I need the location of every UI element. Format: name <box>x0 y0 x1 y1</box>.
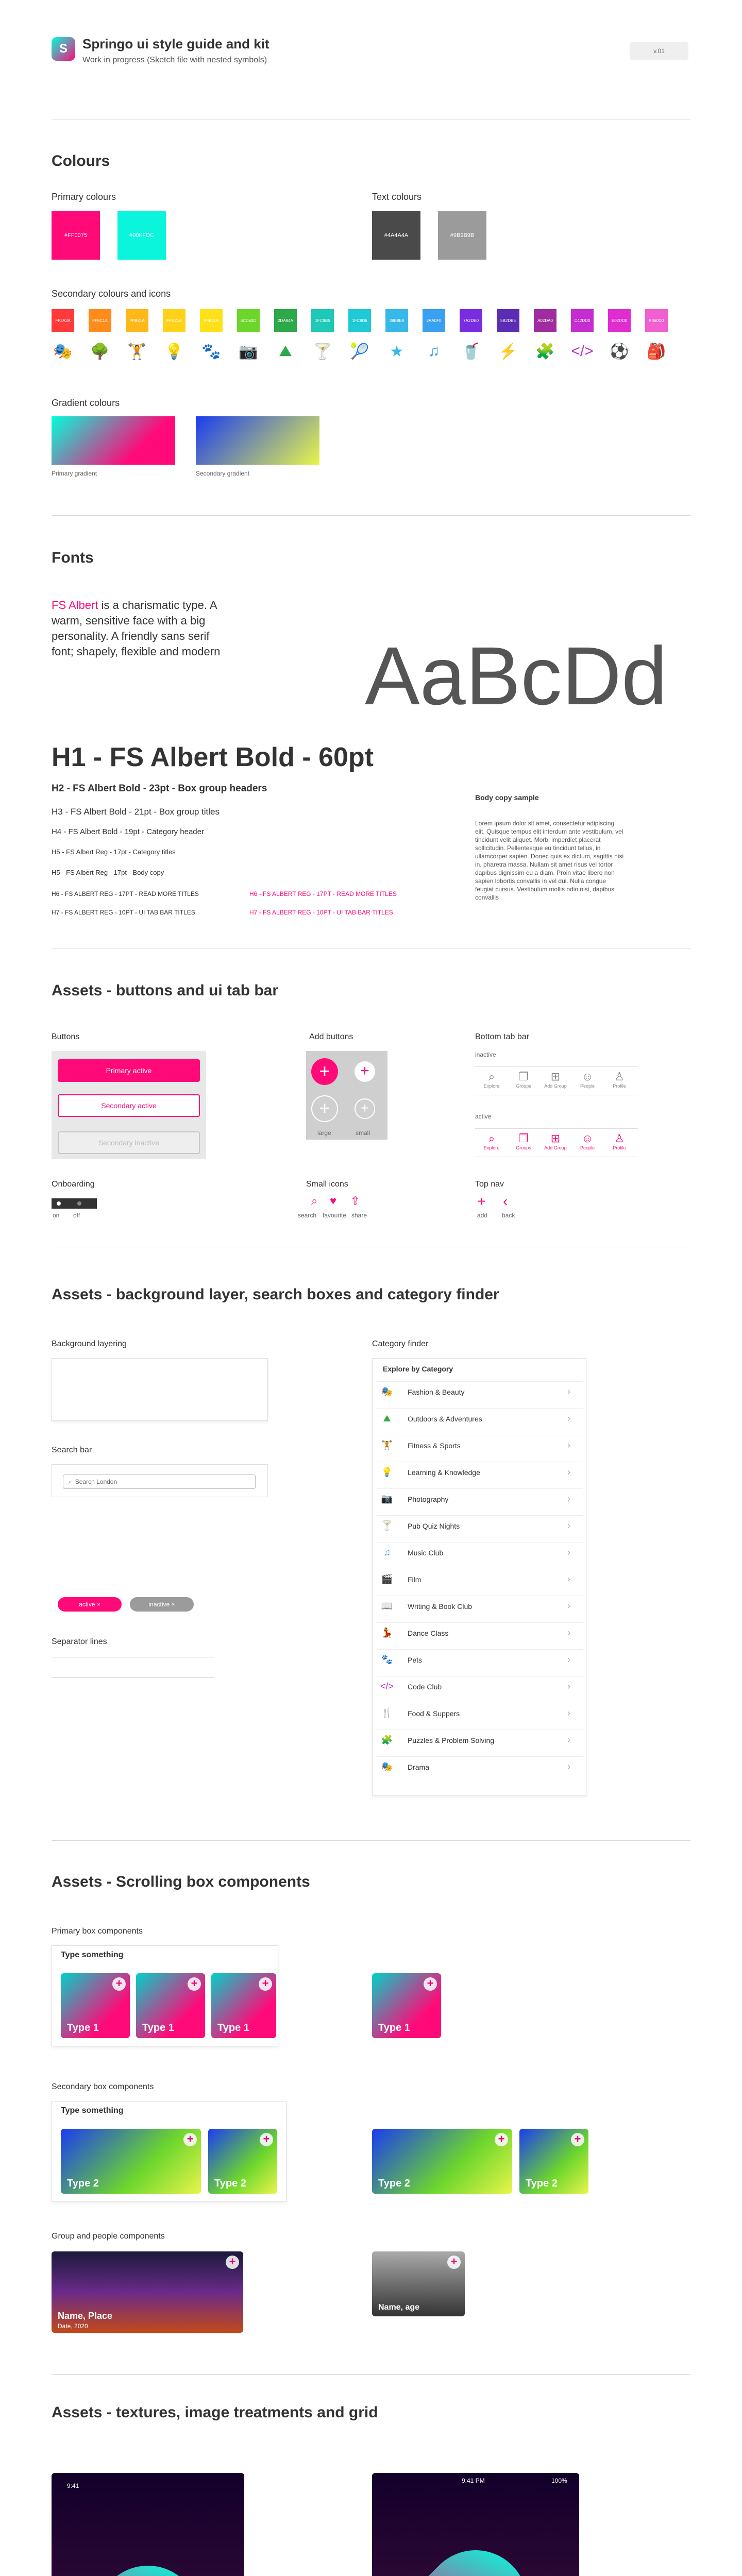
font-name: FS Albert <box>52 599 98 612</box>
secondary-gradient-label: Secondary gradient <box>196 470 250 477</box>
add-large-inactive-icon[interactable]: + <box>311 1095 338 1122</box>
search-input[interactable] <box>63 1475 256 1489</box>
add-icon[interactable]: + <box>112 1977 126 1991</box>
secondary-swatch: FF8C1A <box>89 309 111 332</box>
primary-box-title: Type something <box>61 1951 124 1959</box>
chevron-right-icon: › <box>567 1735 570 1745</box>
add-icon[interactable]: + <box>188 1977 201 1991</box>
type2-tile-wide[interactable]: + Type 2 <box>372 2129 512 2194</box>
text-colours-label: Text colours <box>372 192 422 202</box>
font-intro-text: is a charismatic type. A warm, sensitive face with a big personality. A friendly sans serif font; shapely, flexible and modern <box>52 599 221 658</box>
primary-active-button[interactable]: Primary active <box>58 1059 200 1082</box>
h5-sample-b: H5 - FS Albert Reg - 17pt - Body copy <box>52 869 164 876</box>
secondary-swatch: 1FC9B5 <box>311 309 334 332</box>
category-label: Fitness & Sports <box>408 1441 461 1450</box>
chevron-right-icon: › <box>567 1708 570 1718</box>
tab-profile-active[interactable]: ♙ Profile <box>604 1132 635 1150</box>
secondary-swatch: 1FC9D6 <box>348 309 371 332</box>
tab-explore-active[interactable]: ⌕ Explore <box>476 1132 507 1150</box>
bg-layering-label: Background layering <box>52 1340 127 1348</box>
add-small-active-icon[interactable]: + <box>355 1061 375 1082</box>
iphone-x-mockup <box>52 2473 244 2576</box>
tab-people-active[interactable]: ☺ People <box>572 1132 603 1150</box>
secondary-swatch: 7A2DE0 <box>460 309 482 332</box>
tab-inactive-label: inactive <box>475 1051 496 1058</box>
chevron-right-icon: › <box>567 1494 570 1504</box>
secondary-swatch: 2DA84A <box>274 309 297 332</box>
primary-gradient-swatch <box>52 416 175 465</box>
category-header: Explore by Category <box>383 1365 453 1373</box>
tab-people[interactable]: ☺ People <box>572 1070 603 1089</box>
groups-icon: ❐ <box>518 1070 529 1083</box>
profile-icon: ♙ <box>614 1070 625 1083</box>
tab-add-group-active[interactable]: ⊞ Add Group <box>540 1132 571 1150</box>
category-row[interactable] <box>377 1596 583 1616</box>
status-time: 9:41 PM <box>462 2477 485 2484</box>
category-icon: 🎭 <box>53 343 73 360</box>
text-swatch-grey: #9B9B9B <box>438 211 486 260</box>
category-row[interactable] <box>377 1730 583 1750</box>
category-row[interactable] <box>377 1622 583 1643</box>
add-large-label: large <box>317 1129 331 1137</box>
secondary-swatch: 6CD62D <box>237 309 260 332</box>
secondary-swatch: A02DA0 <box>534 309 556 332</box>
separator-line-2 <box>52 1677 214 1678</box>
secondary-swatch: FF3A3A <box>52 309 74 332</box>
category-icon: ⛰ <box>279 343 292 360</box>
h3-sample: H3 - FS Albert Bold - 21pt - Box group titles <box>52 807 220 817</box>
assets-buttons-title: Assets - buttons and ui tab bar <box>52 982 279 999</box>
people-icon: ☺ <box>581 1132 594 1145</box>
group-date: Date, 2020 <box>58 2323 88 2330</box>
add-buttons-label: Add buttons <box>309 1032 353 1041</box>
chevron-right-icon: › <box>567 1440 570 1450</box>
profile-icon: ♙ <box>614 1132 625 1145</box>
category-icon: 🍴 <box>381 1708 393 1718</box>
chevron-right-icon: › <box>567 1413 570 1423</box>
primary-gradient-label: Primary gradient <box>52 470 97 477</box>
category-icon: 🐾 <box>381 1654 393 1665</box>
secondary-swatch: 5B2DB5 <box>497 309 519 332</box>
category-icon: ⚽ <box>610 343 629 360</box>
category-icon: 💡 <box>381 1467 393 1477</box>
search-bar-label: Search bar <box>52 1446 92 1454</box>
category-label: Drama <box>408 1762 430 1771</box>
tab-profile[interactable]: ♙ Profile <box>604 1070 635 1089</box>
category-label: Pets <box>408 1655 423 1664</box>
add-icon[interactable]: + <box>183 2133 197 2146</box>
category-row[interactable] <box>377 1408 583 1429</box>
group-name: Name, Place <box>58 2311 113 2321</box>
add-icon[interactable]: + <box>495 2133 508 2146</box>
secondary-swatch: C42DD0 <box>571 309 594 332</box>
text-swatch-dark: #4A4A4A <box>372 211 420 260</box>
page-title: Springo ui style guide and kit <box>82 36 269 52</box>
category-row[interactable] <box>377 1488 583 1509</box>
add-small-label: small <box>356 1129 370 1137</box>
onboarding-dot-on <box>57 1201 61 1206</box>
h5-sample-a: H5 - FS Albert Reg - 17pt - Category titles <box>52 848 176 856</box>
search-placeholder: Search London <box>75 1478 117 1485</box>
category-row[interactable] <box>377 1569 583 1589</box>
add-small-inactive-icon[interactable]: + <box>355 1098 375 1119</box>
gradient-colours-label: Gradient colours <box>52 398 120 408</box>
pill-inactive[interactable]: inactive × <box>130 1597 194 1612</box>
category-icon: 🏋 <box>381 1440 393 1450</box>
category-icon: 💡 <box>164 343 184 360</box>
category-label: Puzzles & Problem Solving <box>408 1736 495 1744</box>
top-nav-add-label: add <box>477 1212 488 1219</box>
category-label: Photography <box>408 1495 449 1503</box>
category-icon: ♫ <box>383 1547 391 1557</box>
category-icon: 🧩 <box>381 1735 393 1745</box>
assets-textures-title: Assets - textures, image treatments and grid <box>52 2404 378 2421</box>
search-small-icon[interactable]: ⌕ <box>311 1194 318 1207</box>
category-icon: 🥤 <box>461 343 481 360</box>
primary-colours-label: Primary colours <box>52 192 116 202</box>
chevron-right-icon: › <box>567 1601 570 1611</box>
status-time: 9:41 <box>67 2482 79 2489</box>
body-copy-text: Lorem ipsum dolor sit amet, consectetur adipiscing elit. Quisque tempus elit interdum ante vestibulum, vel tincidunt velit aliquet. Morbi imperdiet placerat sollicitudin. Pellentesque eu tincidunt tellus, in ullamcorper sapien. Donec quis ex dictum, sagittis nisi in, pharetra massa. Nullam sit amet risus vel tortor dapibus dignissim eu a diam. Proin vitae libero non sapien lobortis convallis in vel dui. Nulla congue feugiat cursus. Vestibulum mollis odio nisi, dapibus convallis <box>475 820 624 901</box>
share-icon[interactable]: ⇪ <box>350 1194 360 1207</box>
secondary-swatch: 3AA0F0 <box>423 309 445 332</box>
type1-tile[interactable]: + Type 1 <box>211 1973 276 2038</box>
chevron-right-icon: › <box>567 1574 570 1584</box>
secondary-swatch: FFE11A <box>200 309 223 332</box>
category-finder-label: Category finder <box>372 1340 429 1348</box>
add-icon[interactable]: + <box>571 2133 584 2146</box>
category-icon: 🐾 <box>201 343 221 360</box>
divider <box>52 515 690 516</box>
category-icon: 🎭 <box>381 1386 393 1397</box>
secondary-box-label: Secondary box components <box>52 2082 154 2091</box>
people-icon: ☺ <box>581 1070 594 1083</box>
tab-add-group[interactable]: ⊞ Add Group <box>540 1070 571 1089</box>
top-nav-back-label: back <box>502 1212 515 1219</box>
primary-swatch-teal: #00FFDC <box>117 211 166 260</box>
type1-tile[interactable]: + Type 1 <box>61 1973 130 2038</box>
tab-active-label: active <box>475 1113 492 1120</box>
category-icon: 🏋 <box>127 343 147 360</box>
chevron-right-icon: › <box>567 1628 570 1638</box>
font-intro <box>52 598 222 659</box>
secondary-gradient-swatch <box>196 416 319 465</box>
divider <box>52 2374 690 2375</box>
chevron-right-icon: › <box>567 1547 570 1557</box>
status-battery: 100% <box>551 2477 567 2484</box>
tab-bar-inactive <box>475 1066 638 1095</box>
category-row[interactable] <box>377 1756 583 1777</box>
secondary-swatch: 38B8E8 <box>385 309 408 332</box>
chevron-right-icon: › <box>567 1681 570 1691</box>
tab-bar-active <box>475 1128 638 1157</box>
add-icon: ⊞ <box>550 1070 561 1083</box>
category-label: Music Club <box>408 1548 444 1557</box>
top-nav-label: Top nav <box>475 1180 504 1189</box>
secondary-swatch: FFB81A <box>126 309 148 332</box>
secondary-swatch: E02DD0 <box>608 309 631 332</box>
bg-layer-card <box>52 1358 268 1421</box>
add-icon[interactable]: + <box>447 2256 461 2269</box>
category-row[interactable] <box>377 1542 583 1563</box>
secondary-active-button[interactable]: Secondary active <box>58 1094 200 1117</box>
category-label: Learning & Knowledge <box>408 1468 480 1477</box>
category-icon: ⛰ <box>383 1413 391 1423</box>
category-label: Fashion & Beauty <box>408 1387 465 1396</box>
category-label: Pub Quiz Nights <box>408 1521 460 1530</box>
assets-scroll-title: Assets - Scrolling box components <box>52 1873 310 1890</box>
page-subtitle: Work in progress (Sketch file with nested symbols) <box>82 56 267 64</box>
category-label: Code Club <box>408 1682 442 1691</box>
h4-sample: H4 - FS Albert Bold - 19pt - Category header <box>52 827 204 836</box>
small-icon-share-label: share <box>351 1212 367 1219</box>
person-tile[interactable] <box>372 2251 465 2316</box>
search-icon: ⌕ <box>69 1478 72 1485</box>
small-icon-favourite-label: favourite <box>323 1212 347 1219</box>
category-row[interactable] <box>377 1381 583 1402</box>
onboarding-dot-off <box>77 1201 81 1206</box>
group-people-label: Group and people components <box>52 2232 165 2241</box>
add-icon: ⊞ <box>550 1132 561 1145</box>
category-row[interactable] <box>377 1703 583 1723</box>
chevron-right-icon: › <box>567 1386 570 1397</box>
category-row[interactable] <box>377 1462 583 1482</box>
category-row[interactable] <box>377 1649 583 1670</box>
colours-title: Colours <box>52 152 110 170</box>
heart-graphic <box>75 2545 221 2576</box>
h6-sample-pink: H6 - FS ALBERT REG - 17PT - READ MORE TITLES <box>249 890 397 897</box>
person-name: Name, age <box>378 2303 420 2312</box>
category-finder <box>372 1358 586 1796</box>
add-icon[interactable]: + <box>424 1977 437 1991</box>
category-icon: 🍸 <box>313 343 332 360</box>
category-label: Food & Suppers <box>408 1709 460 1718</box>
tab-groups-active[interactable]: ❐ Groups <box>508 1132 539 1150</box>
search-icon: ⌕ <box>488 1070 495 1083</box>
chevron-right-icon: › <box>567 1520 570 1531</box>
add-icon[interactable]: + <box>226 2256 239 2269</box>
tab-explore[interactable]: ⌕ Explore <box>476 1070 507 1089</box>
add-icon[interactable]: + <box>259 1977 272 1991</box>
category-icon: 🍸 <box>381 1520 393 1531</box>
primary-swatch-pink: #FF0075 <box>52 211 100 260</box>
category-icon: 📷 <box>239 343 258 360</box>
h6-sample: H6 - FS ALBERT REG - 17PT - READ MORE TITLES <box>52 890 199 897</box>
iphone-8-mockup <box>372 2473 579 2576</box>
back-icon[interactable]: ‹ <box>503 1193 508 1209</box>
category-icon: 🧩 <box>535 343 555 360</box>
secondary-swatch: FFD21A <box>163 309 185 332</box>
category-label: Outdoors & Adventures <box>408 1414 482 1423</box>
type2-tile[interactable]: + Type 2 <box>208 2129 277 2194</box>
heart-graphic <box>403 2529 549 2576</box>
divider <box>52 1840 690 1841</box>
chevron-right-icon: › <box>567 1761 570 1772</box>
type2-tile[interactable]: + Type 2 <box>61 2129 201 2194</box>
h7-sample-pink: H7 - FS ALBERT REG - 10PT - UI TAB BAR TITLES <box>249 909 393 916</box>
add-nav-icon[interactable]: + <box>477 1193 486 1209</box>
font-sample: AaBcDd <box>365 630 667 722</box>
onboarding-off-label: off <box>73 1212 80 1219</box>
secondary-swatch: F060D0 <box>645 309 668 332</box>
category-icon: </> <box>380 1681 394 1691</box>
favourite-icon[interactable]: ♥ <box>330 1194 337 1207</box>
category-row[interactable] <box>377 1435 583 1455</box>
onboarding-on-label: on <box>53 1212 60 1219</box>
add-large-active-icon[interactable]: + <box>311 1058 338 1085</box>
small-icons-label: Small icons <box>306 1180 348 1189</box>
category-icon: 📖 <box>381 1601 393 1611</box>
category-icon: 🎬 <box>381 1574 393 1584</box>
onboarding-label: Onboarding <box>52 1180 95 1189</box>
separator-label: Separator lines <box>52 1637 107 1646</box>
type1-tile-single[interactable]: + Type 1 <box>372 1973 441 2038</box>
tab-groups[interactable]: ❐ Groups <box>508 1070 539 1089</box>
category-icon: 🎭 <box>381 1761 393 1772</box>
category-icon: 💃 <box>381 1628 393 1638</box>
category-icon: </> <box>571 343 594 360</box>
fonts-title: Fonts <box>52 549 94 566</box>
category-icon: 📷 <box>381 1494 393 1504</box>
category-row[interactable] <box>377 1676 583 1697</box>
category-row[interactable] <box>377 1515 583 1536</box>
buttons-label: Buttons <box>52 1032 80 1041</box>
category-icon: 🌳 <box>90 343 110 360</box>
type1-tile[interactable]: + Type 1 <box>136 1973 205 2038</box>
h1-sample: H1 - FS Albert Bold - 60pt <box>52 742 374 772</box>
chevron-right-icon: › <box>567 1467 570 1477</box>
secondary-colours-label: Secondary colours and icons <box>52 289 171 299</box>
assets-bg-title: Assets - background layer, search boxes and category finder <box>52 1286 499 1303</box>
add-icon[interactable]: + <box>260 2133 273 2146</box>
secondary-inactive-button[interactable]: Secondary inactive <box>58 1131 200 1154</box>
category-label: Writing & Book Club <box>408 1602 473 1611</box>
secondary-box-title: Type something <box>61 2106 124 2115</box>
primary-box-label: Primary box components <box>52 1927 143 1936</box>
chevron-right-icon: › <box>567 1654 570 1665</box>
category-icon: 🎒 <box>647 343 666 360</box>
category-label: Film <box>408 1575 421 1584</box>
body-copy-title: Body copy sample <box>475 793 539 802</box>
groups-icon: ❐ <box>518 1132 529 1145</box>
category-icon: ★ <box>390 343 404 360</box>
h2-sample: H2 - FS Albert Bold - 23pt - Box group headers <box>52 783 267 794</box>
pill-active[interactable]: active × <box>58 1597 122 1612</box>
category-label: Dance Class <box>408 1629 449 1637</box>
version-badge: v.01 <box>630 42 688 60</box>
bottom-tab-label: Bottom tab bar <box>475 1032 529 1041</box>
category-icon: 🎾 <box>350 343 369 360</box>
search-icon: ⌕ <box>488 1132 495 1145</box>
category-icon: ♫ <box>428 343 440 360</box>
small-icon-search-label: search <box>298 1212 317 1219</box>
h7-sample: H7 - FS ALBERT REG - 10PT - UI TAB BAR TITLES <box>52 909 195 916</box>
type2-tile-square[interactable]: + Type 2 <box>519 2129 588 2194</box>
app-logo: S <box>52 37 75 61</box>
category-icon: ⚡ <box>498 343 518 360</box>
group-tile[interactable] <box>52 2251 243 2333</box>
